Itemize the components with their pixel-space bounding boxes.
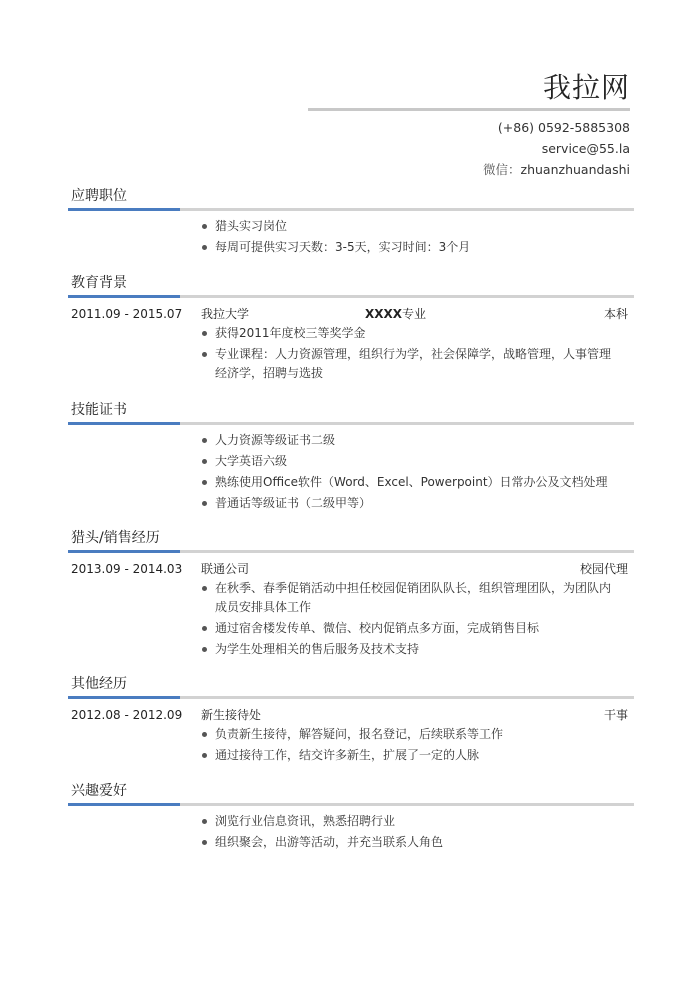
section-accent [68,550,180,553]
bullet-icon [202,480,207,485]
section-hobbies [68,781,634,854]
entry-header [201,559,634,579]
list-item: 获得2011年度校三等奖学金 [201,324,634,343]
organization-name: 新生接待处 [201,708,262,722]
list-item: 负责新生接待，解答疑问，报名登记，后续联系等工作 [201,725,634,744]
company-name: 联通公司 [201,562,250,576]
section-body [68,812,634,852]
list-item: 猎头实习岗位 [201,217,634,236]
list-item: 为学生处理相关的售后服务及技术支持 [201,640,634,659]
bullet-list [201,579,634,659]
bullet-icon [202,331,207,336]
list-item: 熟练使用Office软件（Word、Excel、Powerpoint）日常办公及文档处理 [201,473,634,492]
candidate-name: 我拉网 [542,71,630,104]
entry-header [201,304,634,324]
section-accent [68,422,180,425]
email-address: service@55.la [541,141,630,156]
section-divider [68,550,634,553]
section-divider [68,295,634,298]
bullet-icon [202,626,207,631]
section-skills [68,400,634,515]
section-accent [68,696,180,699]
section-body [68,431,634,513]
section-divider [68,696,634,699]
section-other-experience [68,674,634,767]
section-body [68,705,634,765]
bullet-list [201,431,634,513]
wechat-id: zhuanzhuandashi [520,162,630,177]
list-item: 浏览行业信息资讯，熟悉招聘行业 [201,812,634,831]
bullet-list [201,217,634,257]
list-item: 每周可提供实习天数：3-5天，实习时间：3个月 [201,238,634,257]
section-accent [68,208,180,211]
section-title: 教育背景 [71,275,127,291]
section-title: 技能证书 [71,402,127,418]
bullet-icon [202,840,207,845]
bullet-list [201,324,634,383]
section-title: 应聘职位 [71,188,127,204]
bullet-icon [202,352,207,357]
section-body [68,559,634,659]
header-divider [308,108,630,111]
date-range: 2012.08 - 2012.09 [71,708,183,722]
bullet-icon [202,753,207,758]
degree: 本科 [603,307,628,321]
section-divider [68,422,634,425]
bullet-icon [202,819,207,824]
bullet-icon [202,586,207,591]
entry-header [201,705,634,725]
bullet-icon [202,245,207,250]
section-body [68,304,634,383]
date-range: 2011.09 - 2015.07 [71,307,183,321]
list-item: 普通话等级证书（二级甲等） [201,494,634,513]
section-sales-experience [68,528,634,661]
list-item: 人力资源等级证书二级 [201,431,634,450]
bullet-icon [202,732,207,737]
list-item: 专业课程：人力资源管理，组织行为学，社会保障学，战略管理，人事管理经济学，招聘与选拔 [201,345,634,383]
section-body [68,217,634,257]
bullet-list [201,812,634,852]
date-range: 2013.09 - 2014.03 [71,562,183,576]
bullet-icon [202,459,207,464]
section-title: 猎头/销售经历 [71,530,160,546]
list-item: 通过接待工作，结交许多新生，扩展了一定的人脉 [201,746,634,765]
list-item: 通过宿舍楼发传单、微信、校内促销点多方面，完成销售目标 [201,619,634,638]
bullet-icon [202,438,207,443]
section-title: 其他经历 [71,676,127,692]
list-item: 组织聚会，出游等活动，并充当联系人角色 [201,833,634,852]
phone-number: (+86) 0592-5885308 [497,120,630,135]
list-item: 大学英语六级 [201,452,634,471]
wechat-line [308,159,630,180]
section-title: 兴趣爱好 [71,783,127,799]
major: XXXX专业 [365,307,427,321]
section-accent [68,803,180,806]
bullet-icon [202,501,207,506]
section-accent [68,295,180,298]
resume-header [308,70,630,180]
bullet-list [201,725,634,765]
job-role: 校园代理 [579,562,628,576]
section-divider [68,208,634,211]
bullet-icon [202,647,207,652]
school-name: 我拉大学 [201,307,250,321]
section-divider [68,803,634,806]
bullet-icon [202,224,207,229]
wechat-label: 微信： [483,162,521,177]
list-item: 在秋季、春季促销活动中担任校园促销团队队长，组织管理团队，为团队内成员安排具体工作 [201,579,634,617]
job-role: 干事 [603,708,628,722]
section-education [68,273,634,385]
section-job [68,186,634,259]
